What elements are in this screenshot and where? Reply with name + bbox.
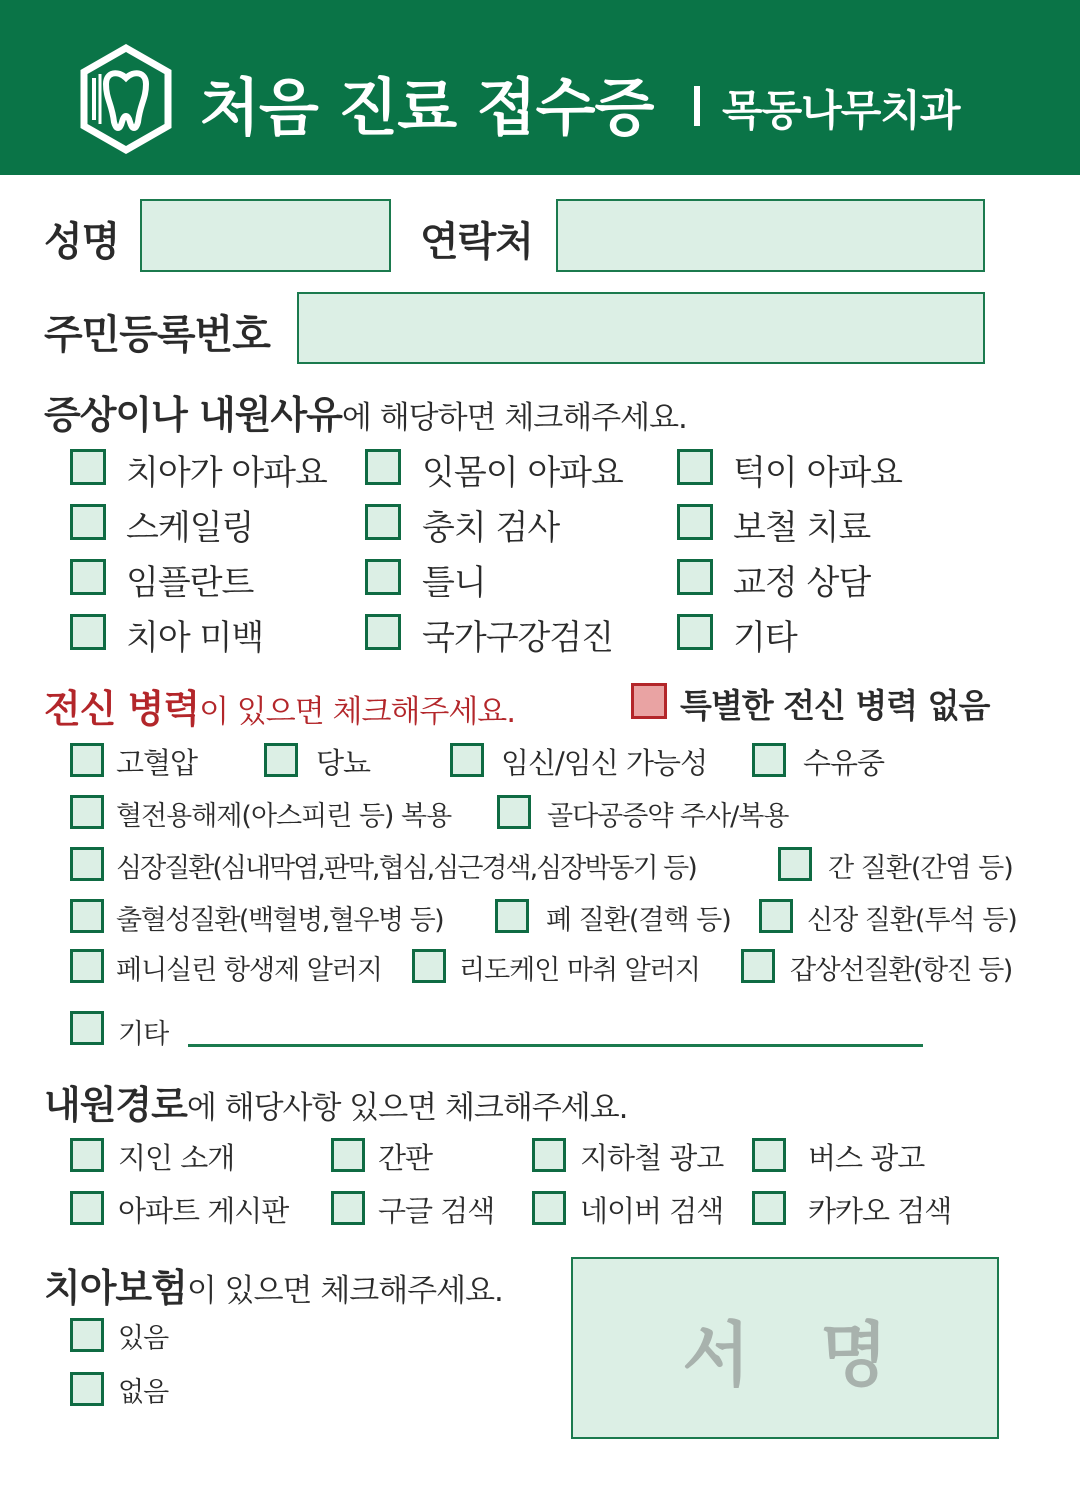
visit-route-label: 버스 광고: [808, 1141, 925, 1175]
checkbox-insurance-yes[interactable]: [70, 1318, 104, 1352]
rrn-label: 주민등록번호: [44, 312, 270, 358]
visit-route-label: 간판: [378, 1141, 433, 1175]
visit-route-label: 네이버 검색: [580, 1194, 724, 1228]
checkbox-symptom[interactable]: [365, 559, 401, 595]
medical-label: 당뇨: [316, 746, 371, 780]
checkbox-visit-route[interactable]: [532, 1138, 566, 1172]
visit-route-label: 카카오 검색: [808, 1194, 952, 1228]
checkbox-visit-route[interactable]: [70, 1191, 104, 1225]
symptoms-heading: [44, 384, 687, 439]
checkbox-medical[interactable]: [70, 795, 104, 829]
checkbox-visit-route[interactable]: [752, 1138, 786, 1172]
insurance-heading-bold: 치아보험: [44, 1266, 187, 1310]
checkbox-medical[interactable]: [412, 949, 446, 983]
medical-label: 갑상선질환(항진 등): [790, 955, 1012, 986]
checkbox-visit-route[interactable]: [532, 1191, 566, 1225]
checkbox-symptom[interactable]: [677, 449, 713, 485]
checkbox-visit-route[interactable]: [752, 1191, 786, 1225]
symptom-label: 치아 미백: [126, 618, 264, 658]
symptom-label: 잇몸이 아파요: [422, 453, 623, 493]
checkbox-medical[interactable]: [70, 847, 104, 881]
checkbox-no-medical-history[interactable]: [631, 683, 667, 719]
checkbox-medical[interactable]: [497, 795, 531, 829]
checkbox-symptom[interactable]: [70, 449, 106, 485]
checkbox-visit-route[interactable]: [331, 1138, 365, 1172]
medical-heading-rest: 이 있으면 체크해주세요.: [199, 694, 516, 730]
checkbox-medical[interactable]: [495, 899, 529, 933]
contact-label: 연락처: [420, 219, 533, 265]
medical-heading: [44, 678, 515, 733]
symptoms-heading-rest: 에 해당하면 체크해주세요.: [341, 400, 687, 436]
medical-label: 출혈성질환(백혈병,혈우병 등): [116, 905, 444, 936]
medical-label: 신장 질환(투석 등): [807, 905, 1017, 936]
page-title: 처음 진료 접수증: [200, 71, 654, 144]
medical-other-label: 기타: [118, 1019, 169, 1050]
visit-route-label: 아파트 게시판: [118, 1194, 289, 1228]
checkbox-medical[interactable]: [759, 899, 793, 933]
insurance-heading: [44, 1257, 503, 1312]
checkbox-visit-route[interactable]: [70, 1138, 104, 1172]
insurance-heading-rest: 이 있으면 체크해주세요.: [186, 1273, 503, 1309]
checkbox-symptom[interactable]: [70, 504, 106, 540]
rrn-field[interactable]: [297, 292, 985, 364]
symptom-label: 턱이 아파요: [733, 453, 903, 493]
checkbox-symptom[interactable]: [365, 504, 401, 540]
tooth-hexagon-logo-icon: [78, 44, 174, 154]
checkbox-medical[interactable]: [752, 743, 786, 777]
medical-label: 혈전용해제(아스피린 등) 복용: [116, 801, 452, 832]
medical-label: 임신/임신 가능성: [501, 746, 708, 780]
checkbox-symptom[interactable]: [365, 449, 401, 485]
visit-route-heading-rest: 에 해당사항 있으면 체크해주세요.: [186, 1090, 628, 1126]
symptom-label: 국가구강검진: [422, 618, 614, 658]
symptom-label: 스케일링: [126, 508, 254, 548]
checkbox-medical[interactable]: [778, 847, 812, 881]
symptom-label: 임플란트: [126, 563, 254, 603]
checkbox-visit-route[interactable]: [331, 1191, 365, 1225]
checkbox-symptom[interactable]: [677, 559, 713, 595]
checkbox-medical[interactable]: [741, 949, 775, 983]
medical-label: 폐 질환(결핵 등): [546, 905, 731, 936]
medical-label: 페니실린 항생제 알러지: [116, 955, 382, 986]
medical-label: 심장질환(심내막염,판막,협심,심근경색,심장박동기 등): [116, 853, 696, 884]
symptom-label: 틀니: [422, 563, 486, 603]
name-label: 성명: [44, 219, 120, 265]
visit-route-label: 지인 소개: [118, 1141, 235, 1175]
name-field[interactable]: [140, 199, 391, 272]
checkbox-symptom[interactable]: [70, 614, 106, 650]
medical-label: 간 질환(간염 등): [828, 853, 1013, 884]
signature-label: 서명: [682, 1314, 958, 1396]
medical-label: 수유중: [803, 746, 885, 780]
medical-label: 리도케인 마취 알러지: [459, 955, 700, 986]
no-medical-history-label: 특별한 전신 병력 없음: [680, 686, 990, 725]
checkbox-symptom[interactable]: [365, 614, 401, 650]
medical-other-input-line[interactable]: [188, 1044, 923, 1047]
signature-box[interactable]: [571, 1257, 999, 1439]
symptoms-heading-bold: 증상이나 내원사유: [44, 393, 342, 437]
symptom-label: 치아가 아파요: [126, 453, 327, 493]
header-bar: [0, 0, 1080, 175]
clinic-name: 목동나무치과: [722, 86, 960, 135]
checkbox-insurance-no[interactable]: [70, 1372, 104, 1406]
visit-route-heading-bold: 내원경로: [44, 1083, 187, 1127]
visit-route-label: 지하철 광고: [580, 1141, 724, 1175]
checkbox-medical[interactable]: [264, 743, 298, 777]
symptom-label: 보철 치료: [733, 508, 871, 548]
medical-heading-bold: 전신 병력: [44, 687, 200, 731]
insurance-yes-label: 있음: [118, 1323, 169, 1354]
checkbox-symptom[interactable]: [677, 614, 713, 650]
medical-label: 골다공증약 주사/복용: [547, 801, 789, 832]
visit-route-heading: [44, 1074, 628, 1129]
title-separator: [694, 86, 700, 126]
visit-route-label: 구글 검색: [378, 1194, 495, 1228]
symptom-label: 교정 상담: [733, 563, 871, 603]
checkbox-medical[interactable]: [70, 899, 104, 933]
symptom-label: 기타: [733, 618, 797, 658]
medical-label: 고혈압: [116, 746, 198, 780]
checkbox-symptom[interactable]: [70, 559, 106, 595]
checkbox-medical-other[interactable]: [70, 1011, 104, 1045]
contact-field[interactable]: [556, 199, 985, 272]
symptom-label: 충치 검사: [422, 508, 560, 548]
checkbox-medical[interactable]: [70, 743, 104, 777]
checkbox-medical[interactable]: [450, 743, 484, 777]
insurance-no-label: 없음: [118, 1377, 169, 1408]
checkbox-medical[interactable]: [70, 949, 104, 983]
checkbox-symptom[interactable]: [677, 504, 713, 540]
